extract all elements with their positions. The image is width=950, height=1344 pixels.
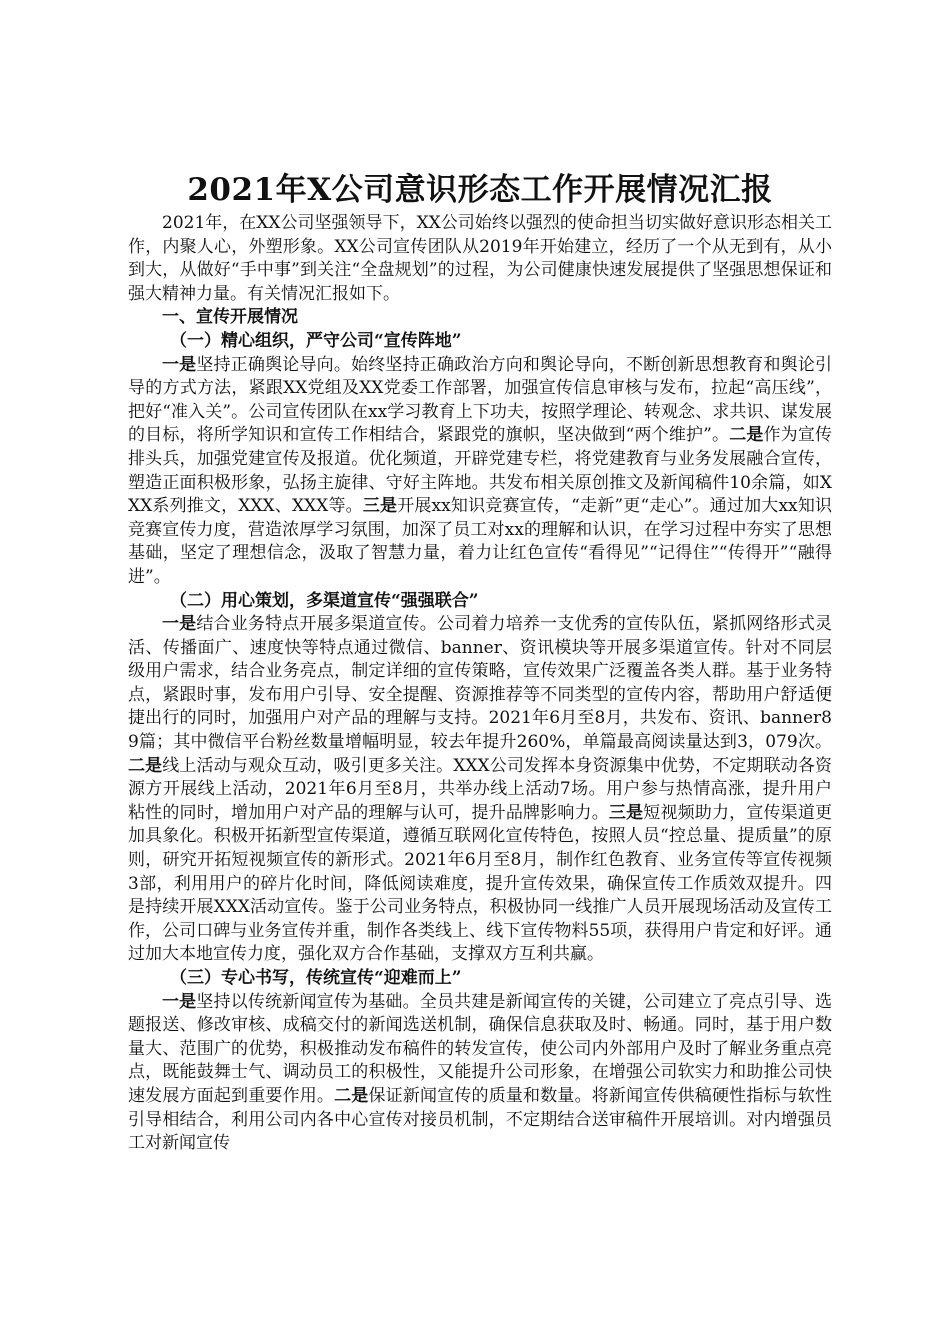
- intro-paragraph: 2021年，在XX公司坚强领导下，XX公司始终以强烈的使命担当切实做好意识形态相关工作，内聚人心，外塑形象。XX公司宣传团队从2019年开始建立，经历了一个从无到有，从小到大，从做好“手中事”到关注“全盘规划”的过程，为公司健康快速发展提供了坚强思想保证和强大精神力量。有关情况汇报如下。: [128, 213, 832, 304]
- point-lead: 二是: [334, 1085, 369, 1106]
- point-text: 开展xx知识竞赛宣传，“走新”更“走心”。通过加大xx知识竞赛宣传力度，营造浓厚学习氛围，加深了员工对xx的理解和认识，在学习过程中夯实了思想基础，坚定了理想信念，汲取了智慧力量，着力让红色宣传“看得见”“记得住”“传得开”“融得进”。: [128, 496, 832, 587]
- point-lead: 二是: [128, 755, 163, 776]
- subsection-heading-1: （一）精心组织，严守公司“宣传阵地”: [170, 330, 462, 351]
- subsection-heading-3: （三）专心书写，传统宣传“迎难而上”: [170, 968, 462, 988]
- point-text: 坚持正确舆论导向。始终坚持正确政治方向和舆论导向，不断创新思想教育和舆论引导的方式方法，紧跟XX党组及XX党委工作部署，加强宣传信息审核与发布，拉起“高压线”，把好“准入关”。公司宣传团队在xx学习教育上下功夫，按照学理论、转观念、求共识、谋发展的目标，将所学知识和宣传工作相结合，紧跟党的旗帜，坚决做到“两个维护”。: [128, 354, 833, 446]
- point-lead: 二是: [729, 425, 764, 446]
- subsection-2-paragraph: [128, 613, 832, 967]
- point-text: 结合业务特点开展多渠道宣传。公司着力培养一支优秀的宣传队伍，紧抓网络形式灵活、传播面广、速度快等特点通过微信、banner、资讯模块等开展多渠道宣传。针对不同层级用户需求，结合业务亮点，制定详细的宣传策略，宣传效果广泛覆盖各类人群。基于业务特点，紧跟时事，发布用户引导、安全提醒、资源推荐等不同类型的宣传内容，帮助用户舒适便捷出行的同时，加强用户对产品的理解与支持。2021年6月至8月，共发布、资讯、banner89篇；其中微信平台粉丝数量增幅明显，较去年提升260%，单篇最高阅读量达到3，079次。: [128, 614, 833, 753]
- document-title: 2021年X公司意识形态工作开展情况汇报: [187, 172, 773, 208]
- point-text: 坚持以传统新闻宣传为基础。全员共建是新闻宣传的关键，公司建立了亮点引导、选题报送、修改审核、成稿交付的新闻选送机制，确保信息获取及时、畅通。同时，基于用户数量大、范围广的优势，积极推动发布稿件的转发宣传，使公司内外部用户及时了解业务重点亮点，既能鼓舞士气、调动员工的积极性，又能提升公司形象，在增强公司软实力和助推公司快速发展方面起到重要作用。: [128, 991, 833, 1106]
- point-lead: 三是: [362, 496, 398, 517]
- point-lead: 一是: [162, 354, 197, 375]
- point-lead: 一是: [162, 614, 197, 635]
- point-text: 作为宣传排头兵，加强党建宣传及报道。优化频道，开辟党建专栏，将党建教育与业务发展融合宣传，塑造正面积极形象，弘扬主旋律、守好主阵地。共发布相关原创推文及新闻稿件10余篇，如XXX系列推文，XXX、XXX等。: [128, 425, 832, 517]
- section-heading: 一、宣传开展情况: [162, 307, 298, 328]
- subsection-1-paragraph: [128, 354, 832, 590]
- point-text: 线上活动与观众互动，吸引更多关注。XXX公司发挥本身资源集中优势，不定期联动各资源方开展线上活动，2021年6月至8月，共举办线上活动7场。用户参与热情高涨，提升用户粘性的同时，增加用户对产品的理解与认可，提升品牌影响力。: [128, 755, 833, 823]
- subsection-heading-2: （二）用心策划，多渠道宣传“强强联合”: [170, 590, 479, 611]
- point-text: 短视频助力，宣传渠道更加具象化。积极开拓新型宣传渠道，遵循互联网化宣传特色，按照人员“控总量、提质量”的原则，研究开拓短视频宣传的新形式。2021年6月至8月，制作红色教育、业务宣传等宣传视频3部，利用用户的碎片化时间，降低阅读难度，提升宣传效果，确保宣传工作质效双提升。四是持续开展XXX活动宣传。鉴于公司业务特点，积极协同一线推广人员开展现场活动及宣传工作，公司口碑与业务宣传并重，制作各类线上、线下宣传物料55项，获得用户肯定和好评。通过加大本地宣传力度，强化双方合作基础，支撑双方互利共赢。: [128, 802, 833, 965]
- point-text: 保证新闻宣传的质量和数量。将新闻宣传供稿硬性指标与软性引导相结合，利用公司内各中心宣传对接员机制，不定期结合送审稿件开展培训。对内增强员工对新闻宣传: [128, 1085, 833, 1154]
- subsection-3-paragraph: [128, 991, 832, 1156]
- point-lead: 三是: [608, 802, 644, 823]
- point-lead: 一是: [162, 991, 197, 1012]
